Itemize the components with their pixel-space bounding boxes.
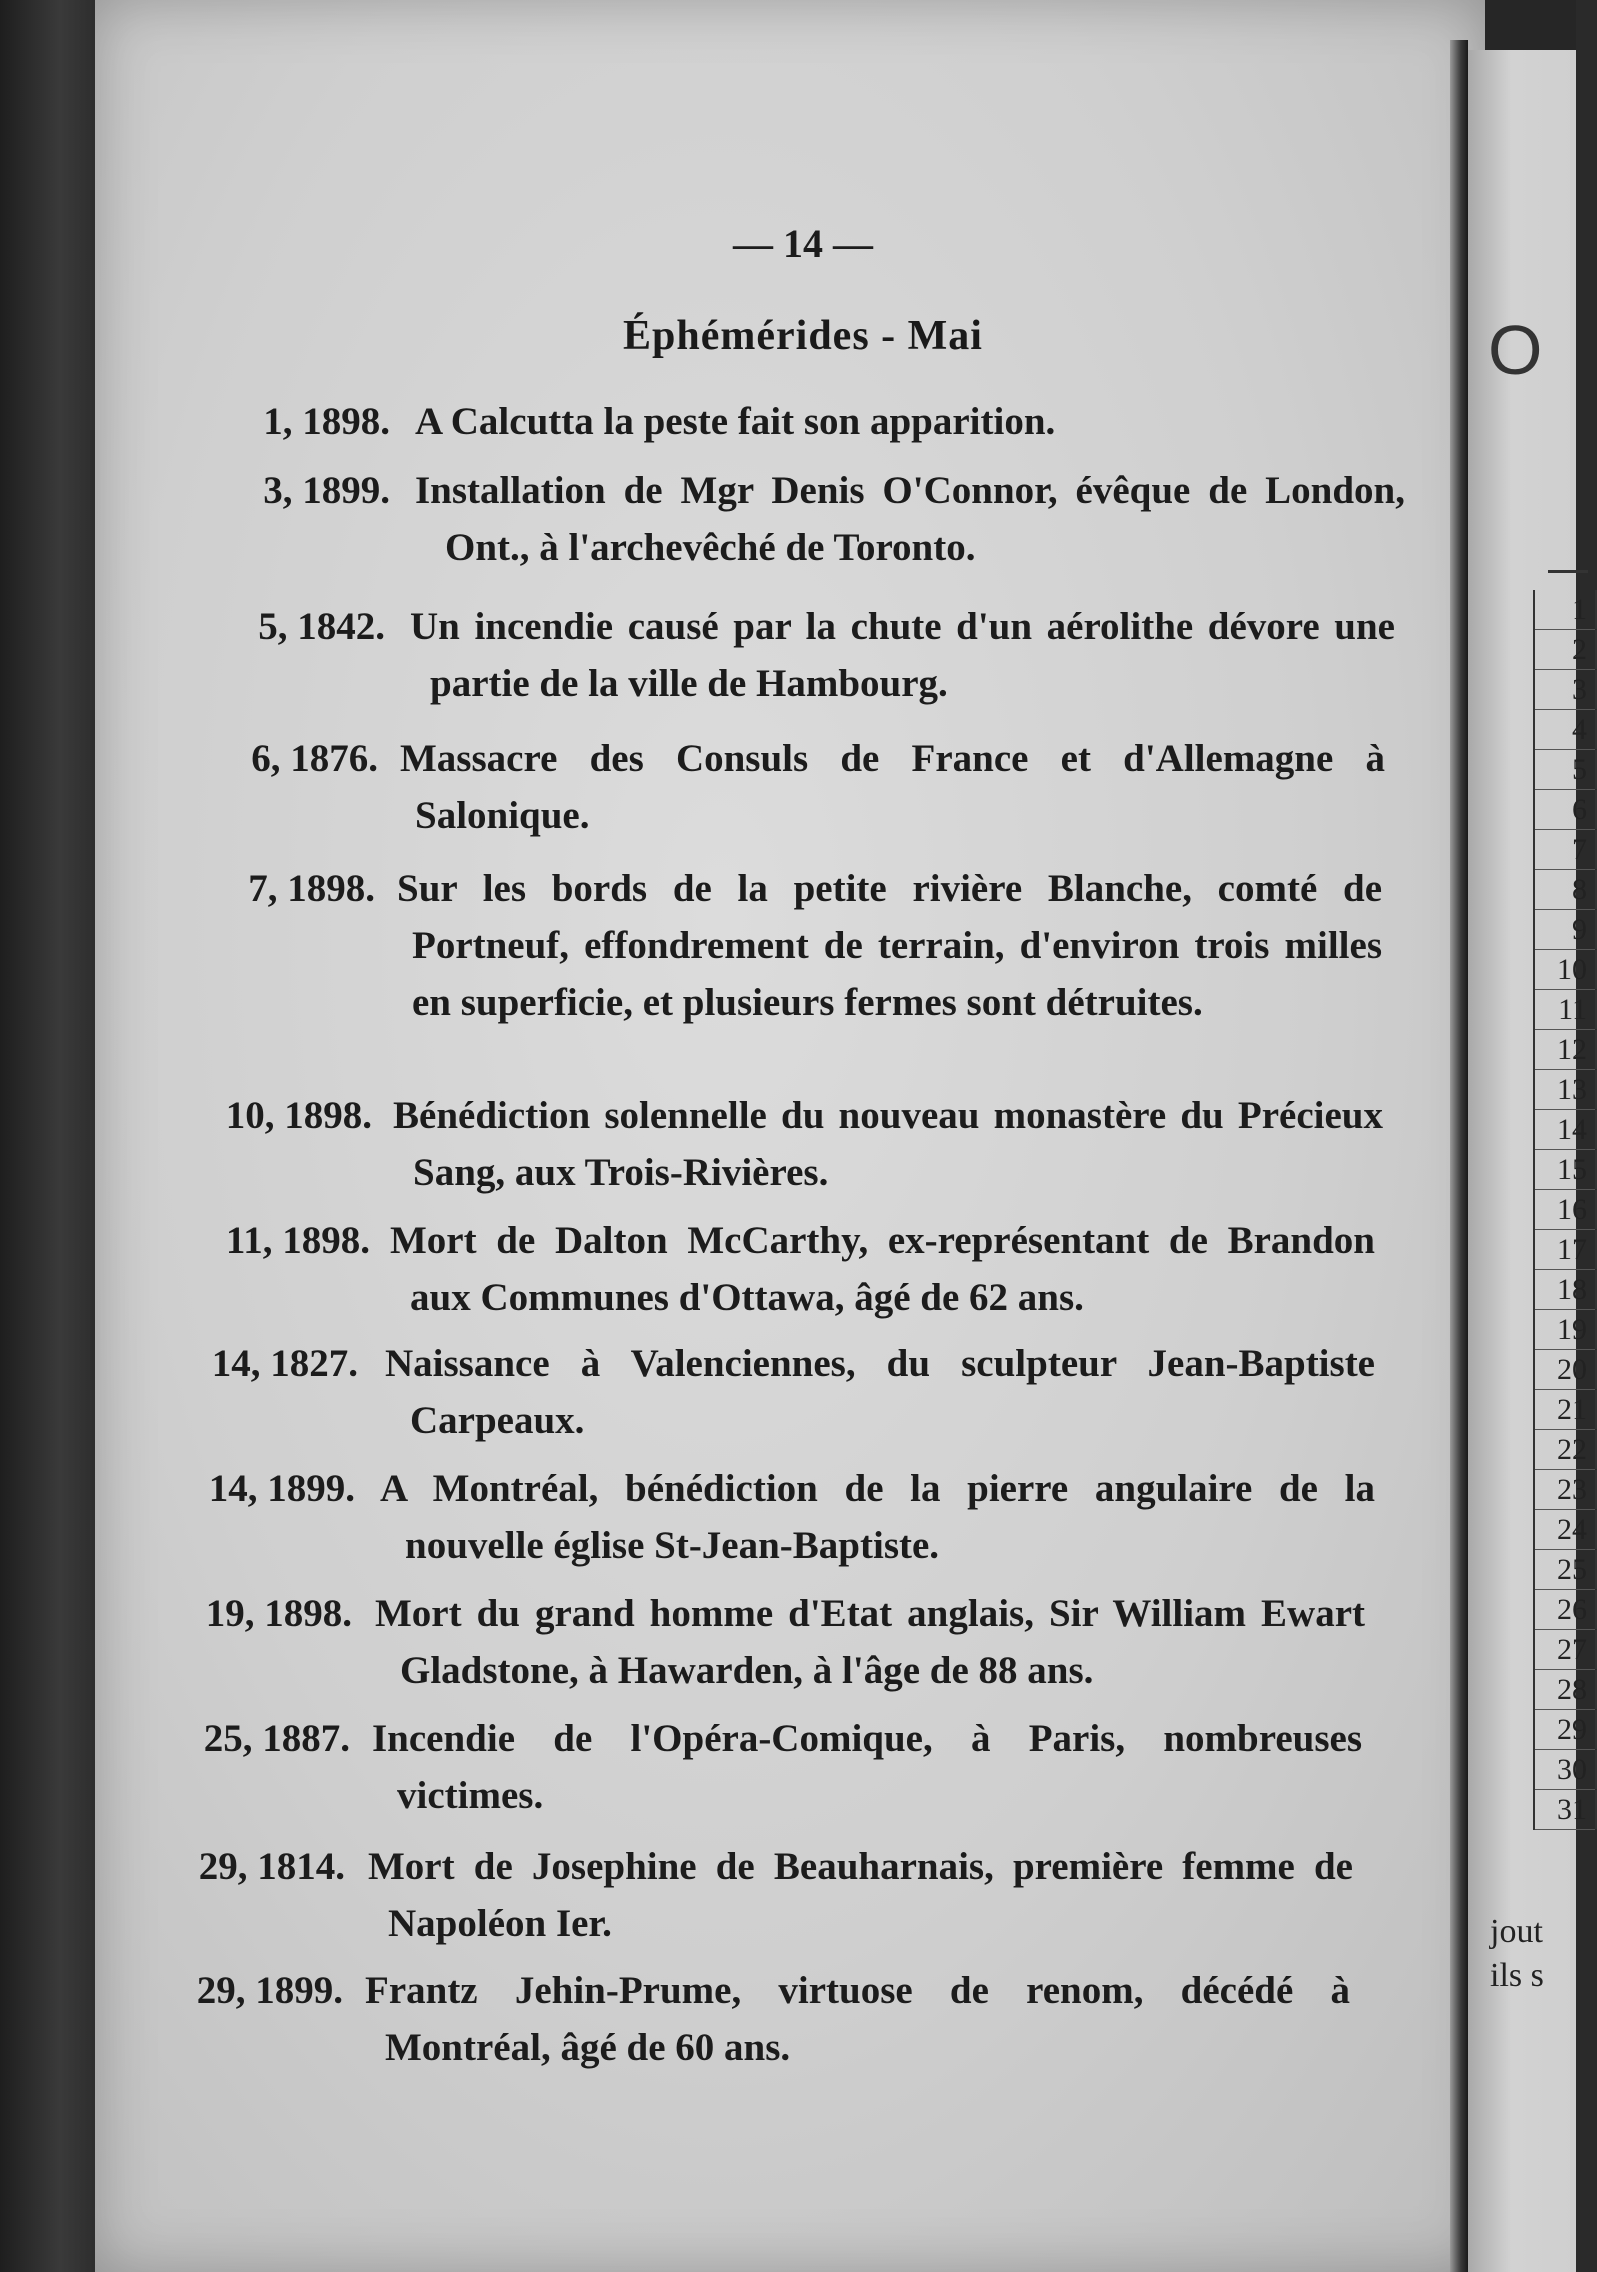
adjacent-calendar-row: 14	[1535, 1110, 1595, 1150]
entry-date: 7, 1898.	[248, 867, 375, 910]
entry-text: Incendie de l'Opéra-Comique, à Paris, nombreuses victimes.	[372, 1717, 1362, 1817]
entry-date: 25, 1887.	[203, 1717, 350, 1760]
adjacent-calendar-row: 5	[1535, 750, 1595, 790]
adjacent-calendar-row: 30	[1535, 1750, 1595, 1790]
entry-date: 19, 1898.	[205, 1592, 352, 1635]
adjacent-calendar-row: 7	[1535, 830, 1595, 870]
entry-text: A Calcutta la peste fait son apparition.	[415, 400, 1056, 443]
adjacent-calendar-row: 22	[1535, 1430, 1595, 1470]
adjacent-calendar-row: 19	[1535, 1310, 1595, 1350]
adjacent-calendar-row: 10	[1535, 950, 1595, 990]
adjacent-calendar-row: 8	[1535, 870, 1595, 910]
entry-date: 29, 1814.	[198, 1845, 345, 1888]
entry-text: A Montréal, bénédiction de la pierre angulaire de la nouvelle église St-Jean-Baptiste.	[380, 1467, 1375, 1567]
entry-text: Installation de Mgr Denis O'Connor, évêque de London, Ont., à l'archevêché de Toronto.	[415, 469, 1405, 569]
adjacent-calendar-row: 9	[1535, 910, 1595, 950]
entry-text: Frantz Jehin-Prume, virtuose de renom, décédé à Montréal, âgé de 60 ans.	[365, 1969, 1350, 2069]
entry-date: 29, 1899.	[196, 1969, 343, 2012]
entry-text: Sur les bords de la petite rivière Blanche, comté de Portneuf, effondrement de terrain, d'environ trois milles en superficie, et plusieurs fermes sont détruites.	[397, 867, 1382, 1024]
adjacent-calendar-row: 11	[1535, 990, 1595, 1030]
entry-text: Mort de Josephine de Beauharnais, première femme de Napoléon Ier.	[368, 1845, 1353, 1945]
entry-text: Un incendie causé par la chute d'un aérolithe dévore une partie de la ville de Hambourg.	[410, 605, 1395, 705]
adjacent-page-header: O	[1488, 311, 1539, 389]
page-number: — 14 —	[733, 221, 873, 266]
adjacent-calendar-row: 20	[1535, 1350, 1595, 1390]
adjacent-text-line: jout	[1490, 1913, 1543, 1950]
adjacent-calendar-row: 4	[1535, 710, 1595, 750]
adjacent-page-calendar	[1533, 590, 1595, 1830]
adjacent-calendar-row: 16	[1535, 1190, 1595, 1230]
adjacent-page-rule	[1548, 570, 1588, 573]
entry-text: Mort du grand homme d'Etat anglais, Sir William Ewart Gladstone, à Hawarden, à l'âge de 88 ans.	[375, 1592, 1365, 1692]
adjacent-calendar-row: 17	[1535, 1230, 1595, 1270]
adjacent-calendar-row: 2	[1535, 630, 1595, 670]
page-title: Éphémérides - Mai	[623, 313, 983, 359]
adjacent-calendar-row: 26	[1535, 1590, 1595, 1630]
entry-text: Mort de Dalton McCarthy, ex-représentant de Brandon aux Communes d'Ottawa, âgé de 62 ans.	[390, 1219, 1375, 1319]
adjacent-calendar-row: 25	[1535, 1550, 1595, 1590]
adjacent-calendar-row: 1	[1535, 590, 1595, 630]
adjacent-calendar-row: 21	[1535, 1390, 1595, 1430]
adjacent-calendar-row: 18	[1535, 1270, 1595, 1310]
entry-date: 11, 1898.	[225, 1219, 370, 1262]
adjacent-calendar-row: 31	[1535, 1790, 1595, 1830]
adjacent-calendar-row: 13	[1535, 1070, 1595, 1110]
entry-text: Massacre des Consuls de France et d'Allemagne à Salonique.	[400, 737, 1385, 837]
adjacent-calendar-row: 12	[1535, 1030, 1595, 1070]
adjacent-calendar-row: 28	[1535, 1670, 1595, 1710]
page-gutter	[1450, 40, 1468, 2272]
entry-date: 5, 1842.	[258, 605, 385, 648]
entry-date: 10, 1898.	[225, 1094, 372, 1137]
adjacent-calendar-row: 29	[1535, 1710, 1595, 1750]
adjacent-calendar-row: 15	[1535, 1150, 1595, 1190]
entry-date: 1, 1898.	[263, 400, 390, 443]
entry-date: 14, 1899.	[208, 1467, 355, 1510]
adjacent-calendar-row: 3	[1535, 670, 1595, 710]
adjacent-page-text	[1490, 1910, 1544, 1998]
entry-date: 6, 1876.	[251, 737, 378, 780]
entry-date: 3, 1899.	[263, 469, 390, 512]
entry-text: Bénédiction solennelle du nouveau monastère du Précieux Sang, aux Trois-Rivières.	[393, 1094, 1383, 1194]
adjacent-calendar-row: 6	[1535, 790, 1595, 830]
adjacent-text-line: ils s	[1490, 1957, 1544, 1994]
adjacent-calendar-row: 24	[1535, 1510, 1595, 1550]
adjacent-calendar-row: 27	[1535, 1630, 1595, 1670]
adjacent-calendar-row: 23	[1535, 1470, 1595, 1510]
adjacent-page-edge	[1468, 50, 1587, 2272]
entry-text: Naissance à Valenciennes, du sculpteur Jean-Baptiste Carpeaux.	[385, 1342, 1375, 1442]
entry-date: 14, 1827.	[211, 1342, 358, 1385]
